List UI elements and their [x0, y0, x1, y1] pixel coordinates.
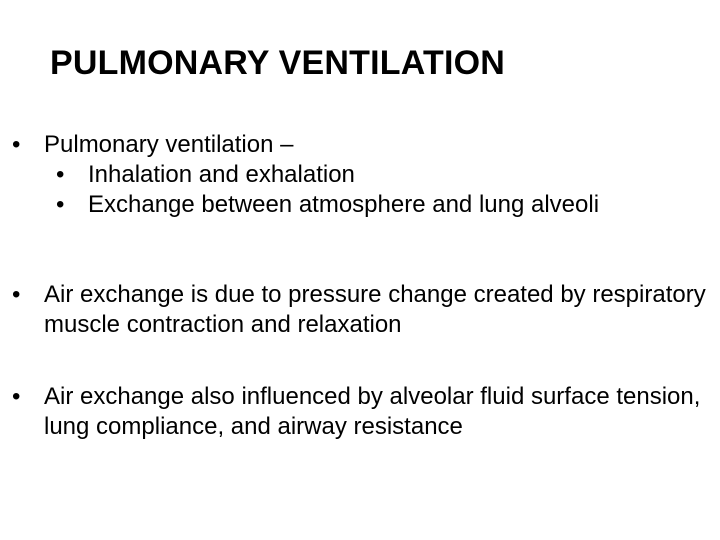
bullet-marker: • [12, 131, 21, 158]
bullet-group-2 [0, 280, 720, 340]
bullet-marker: • [56, 161, 65, 188]
bullet-item [0, 382, 720, 442]
bullet-marker: • [12, 281, 21, 308]
sub-bullet-item [0, 190, 720, 220]
bullet-item [0, 130, 720, 160]
bullet-item [0, 280, 720, 340]
bullet-text: Pulmonary ventilation – [44, 131, 294, 158]
bullet-text: Air exchange also influenced by alveolar fluid surface tension, lung compliance, and airway resistance [44, 383, 701, 440]
bullet-text: Air exchange is due to pressure change created by respiratory muscle contraction and relaxation [44, 281, 706, 338]
bullet-marker: • [12, 383, 21, 410]
sub-bullet-item [0, 160, 720, 190]
slide-title: PULMONARY VENTILATION [50, 44, 506, 82]
bullet-group-3 [0, 382, 720, 442]
bullet-marker: • [56, 191, 65, 218]
sub-bullet-text: Inhalation and exhalation [88, 161, 355, 188]
sub-bullet-text: Exchange between atmosphere and lung alveoli [88, 191, 600, 218]
bullet-group-1 [0, 130, 720, 220]
